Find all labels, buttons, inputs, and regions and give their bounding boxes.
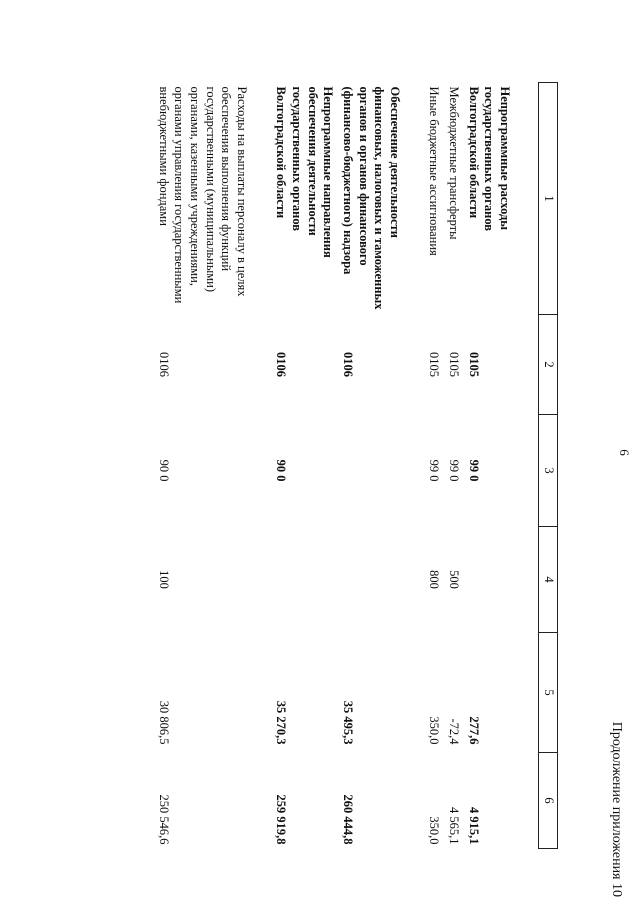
expense-type-code (271, 527, 338, 633)
change-amount: 35 270,3 (274, 700, 289, 745)
target-code: 90 0 (156, 459, 171, 482)
col-header: 1 (539, 83, 558, 315)
table-row (271, 83, 338, 849)
change-amount: 350,0 (427, 716, 442, 745)
col-header: 6 (539, 753, 558, 849)
page-number: 6 (617, 449, 632, 456)
expense-type-code: 500 (447, 570, 462, 589)
table-row (444, 83, 464, 849)
total-amount: 259 919,8 (274, 794, 289, 845)
change-amount: 277,6 (466, 716, 481, 745)
row-name: Обеспечение деятельности финансовых, налоговых и таможенных органов и органов финансового (финансово-бюджетного) надзора (341, 86, 402, 310)
row-name: Непрограммные направления обеспечения деятельности государственных органов Волгоградской области (274, 86, 336, 258)
expense-type-code: 100 (156, 570, 171, 589)
section-code: 0106 (341, 352, 355, 377)
total-amount: 4 565,1 (447, 807, 462, 845)
col-header: 3 (539, 415, 558, 527)
expense-type-code (337, 527, 424, 633)
continuation-label: Продолжение приложения 10 (609, 721, 624, 897)
table-row (424, 83, 444, 849)
expense-type-code: 800 (427, 570, 442, 589)
change-amount: -72,4 (447, 718, 462, 745)
target-code: 90 0 (274, 459, 289, 482)
header-row (539, 83, 558, 849)
row-name: Расходы на выплаты персоналу в целях обеспечения выполнения функций государственными (муниципальными) органами, казенными учреждениями, органами управления государственными внебюджетными фондами (156, 86, 249, 304)
row-name: Непрограммные расходы государственных органов Волгоградской области (466, 86, 512, 232)
target-code: 99 0 (427, 459, 442, 482)
col-header: 4 (539, 527, 558, 633)
change-amount: 30 806,5 (156, 700, 171, 745)
section-code: 0105 (427, 352, 442, 377)
table-row (463, 83, 538, 849)
target-code (337, 415, 424, 527)
col-header: 2 (539, 315, 558, 415)
col-header: 5 (539, 633, 558, 753)
row-name: Иные бюджетные ассигнования (427, 86, 442, 256)
row-name: Межбюджетные трансферты (447, 86, 462, 240)
section-code: 0105 (447, 352, 462, 377)
table-row (153, 83, 271, 849)
expense-type-code (463, 527, 538, 633)
section-code: 0105 (466, 352, 481, 377)
target-code: 99 0 (466, 459, 481, 482)
target-code: 99 0 (447, 459, 462, 482)
total-amount: 350,0 (427, 816, 442, 845)
total-amount: 4 915,1 (466, 807, 481, 845)
total-amount: 250 546,6 (156, 794, 171, 845)
table-row (337, 83, 424, 849)
section-code: 0106 (274, 352, 289, 377)
change-amount: 35 495,3 (341, 700, 355, 745)
total-amount: 260 444,8 (341, 794, 355, 845)
section-code: 0106 (156, 352, 171, 377)
budget-table (153, 82, 558, 849)
